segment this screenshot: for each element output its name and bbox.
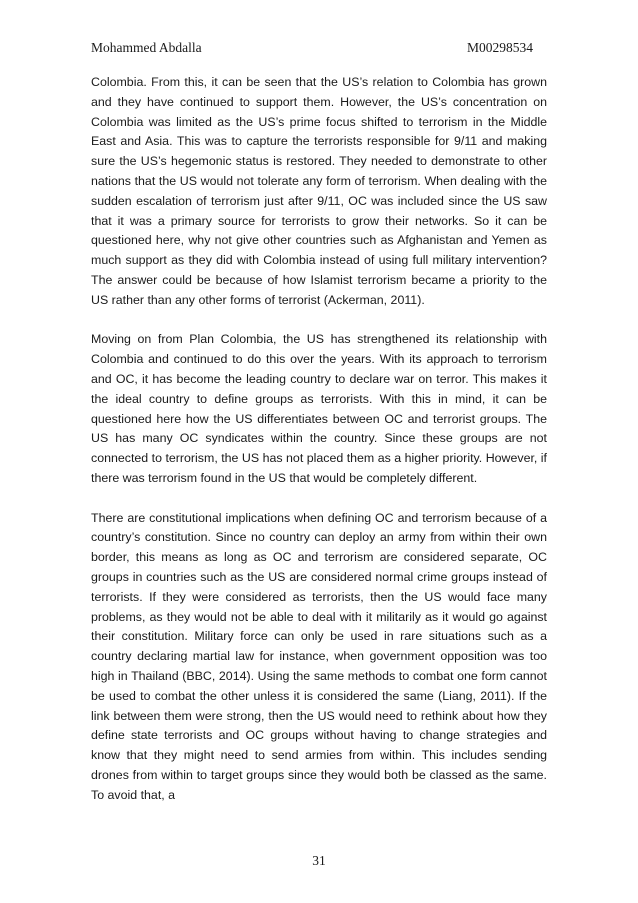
paragraph: There are constitutional implications when defining OC and terrorism because of a country’s constitution. Since no country can deploy an army from within their own border, this means as long as OC and terrorism are considered separate, OC groups in countries such as the US are considered normal crime groups instead of terrorists. If they were considered as terrorists, then the US would face many problems, as they would not be able to deal with it militarily as it would go against their constitution. Military force can only be used in rare situations such as a country declaring martial law for instance, when government opposition was too high in Thailand (BBC, 2014). Using the same methods to combat one form cannot be used to combat the other unless it is considered the same (Liang, 2011). If the link between them were strong, then the US would need to rethink about how they define state terrorists and OC groups without having to change strategies and know that they might need to send armies from within. This includes sending drones from within to target groups since they would both be classed as the same. To avoid that, a xyxy=(91,510,547,802)
page-header xyxy=(91,40,547,56)
page-number: 31 xyxy=(312,853,326,868)
author-name: Mohammed Abdalla xyxy=(91,40,202,55)
paragraph: Colombia. From this, it can be seen that the US’s relation to Colombia has grown and they have continued to support them. However, the US’s concentration on Colombia was limited as the US’s prime focus shifted to terrorism in the Middle East and Asia. This was to capture the terrorists responsible for 9/11 and making sure the US’s hegemonic status is restored. They needed to demonstrate to other nations that the US would not tolerate any form of terrorism. When dealing with the sudden escalation of terrorism just after 9/11, OC was included since the US saw that it was a primary source for terrorists to grow their networks. So it can be questioned here, why not give other countries such as Afghanistan and Yemen as much support as they did with Colombia instead of using full military intervention? The answer could be because of how Islamist terrorism became a priority to the US rather than any other forms of terrorist (Ackerman, 2011). xyxy=(91,75,547,307)
student-id: M00298534 xyxy=(466,40,533,55)
document-body xyxy=(91,73,547,825)
paragraph: Moving on from Plan Colombia, the US has strengthened its relationship with Colombia and continued to do this over the years. With its approach to terrorism and OC, it has become the leading country to declare war on terror. This makes it the ideal country to define groups as terrorists. With this in mind, it can be questioned here how the US differentiates between OC and terrorist groups. The US has many OC syndicates within the country. Since these groups are not connected to terrorism, the US has not placed them as a higher priority. However, if there was terrorism found in the US that would be completely different. xyxy=(91,332,547,485)
